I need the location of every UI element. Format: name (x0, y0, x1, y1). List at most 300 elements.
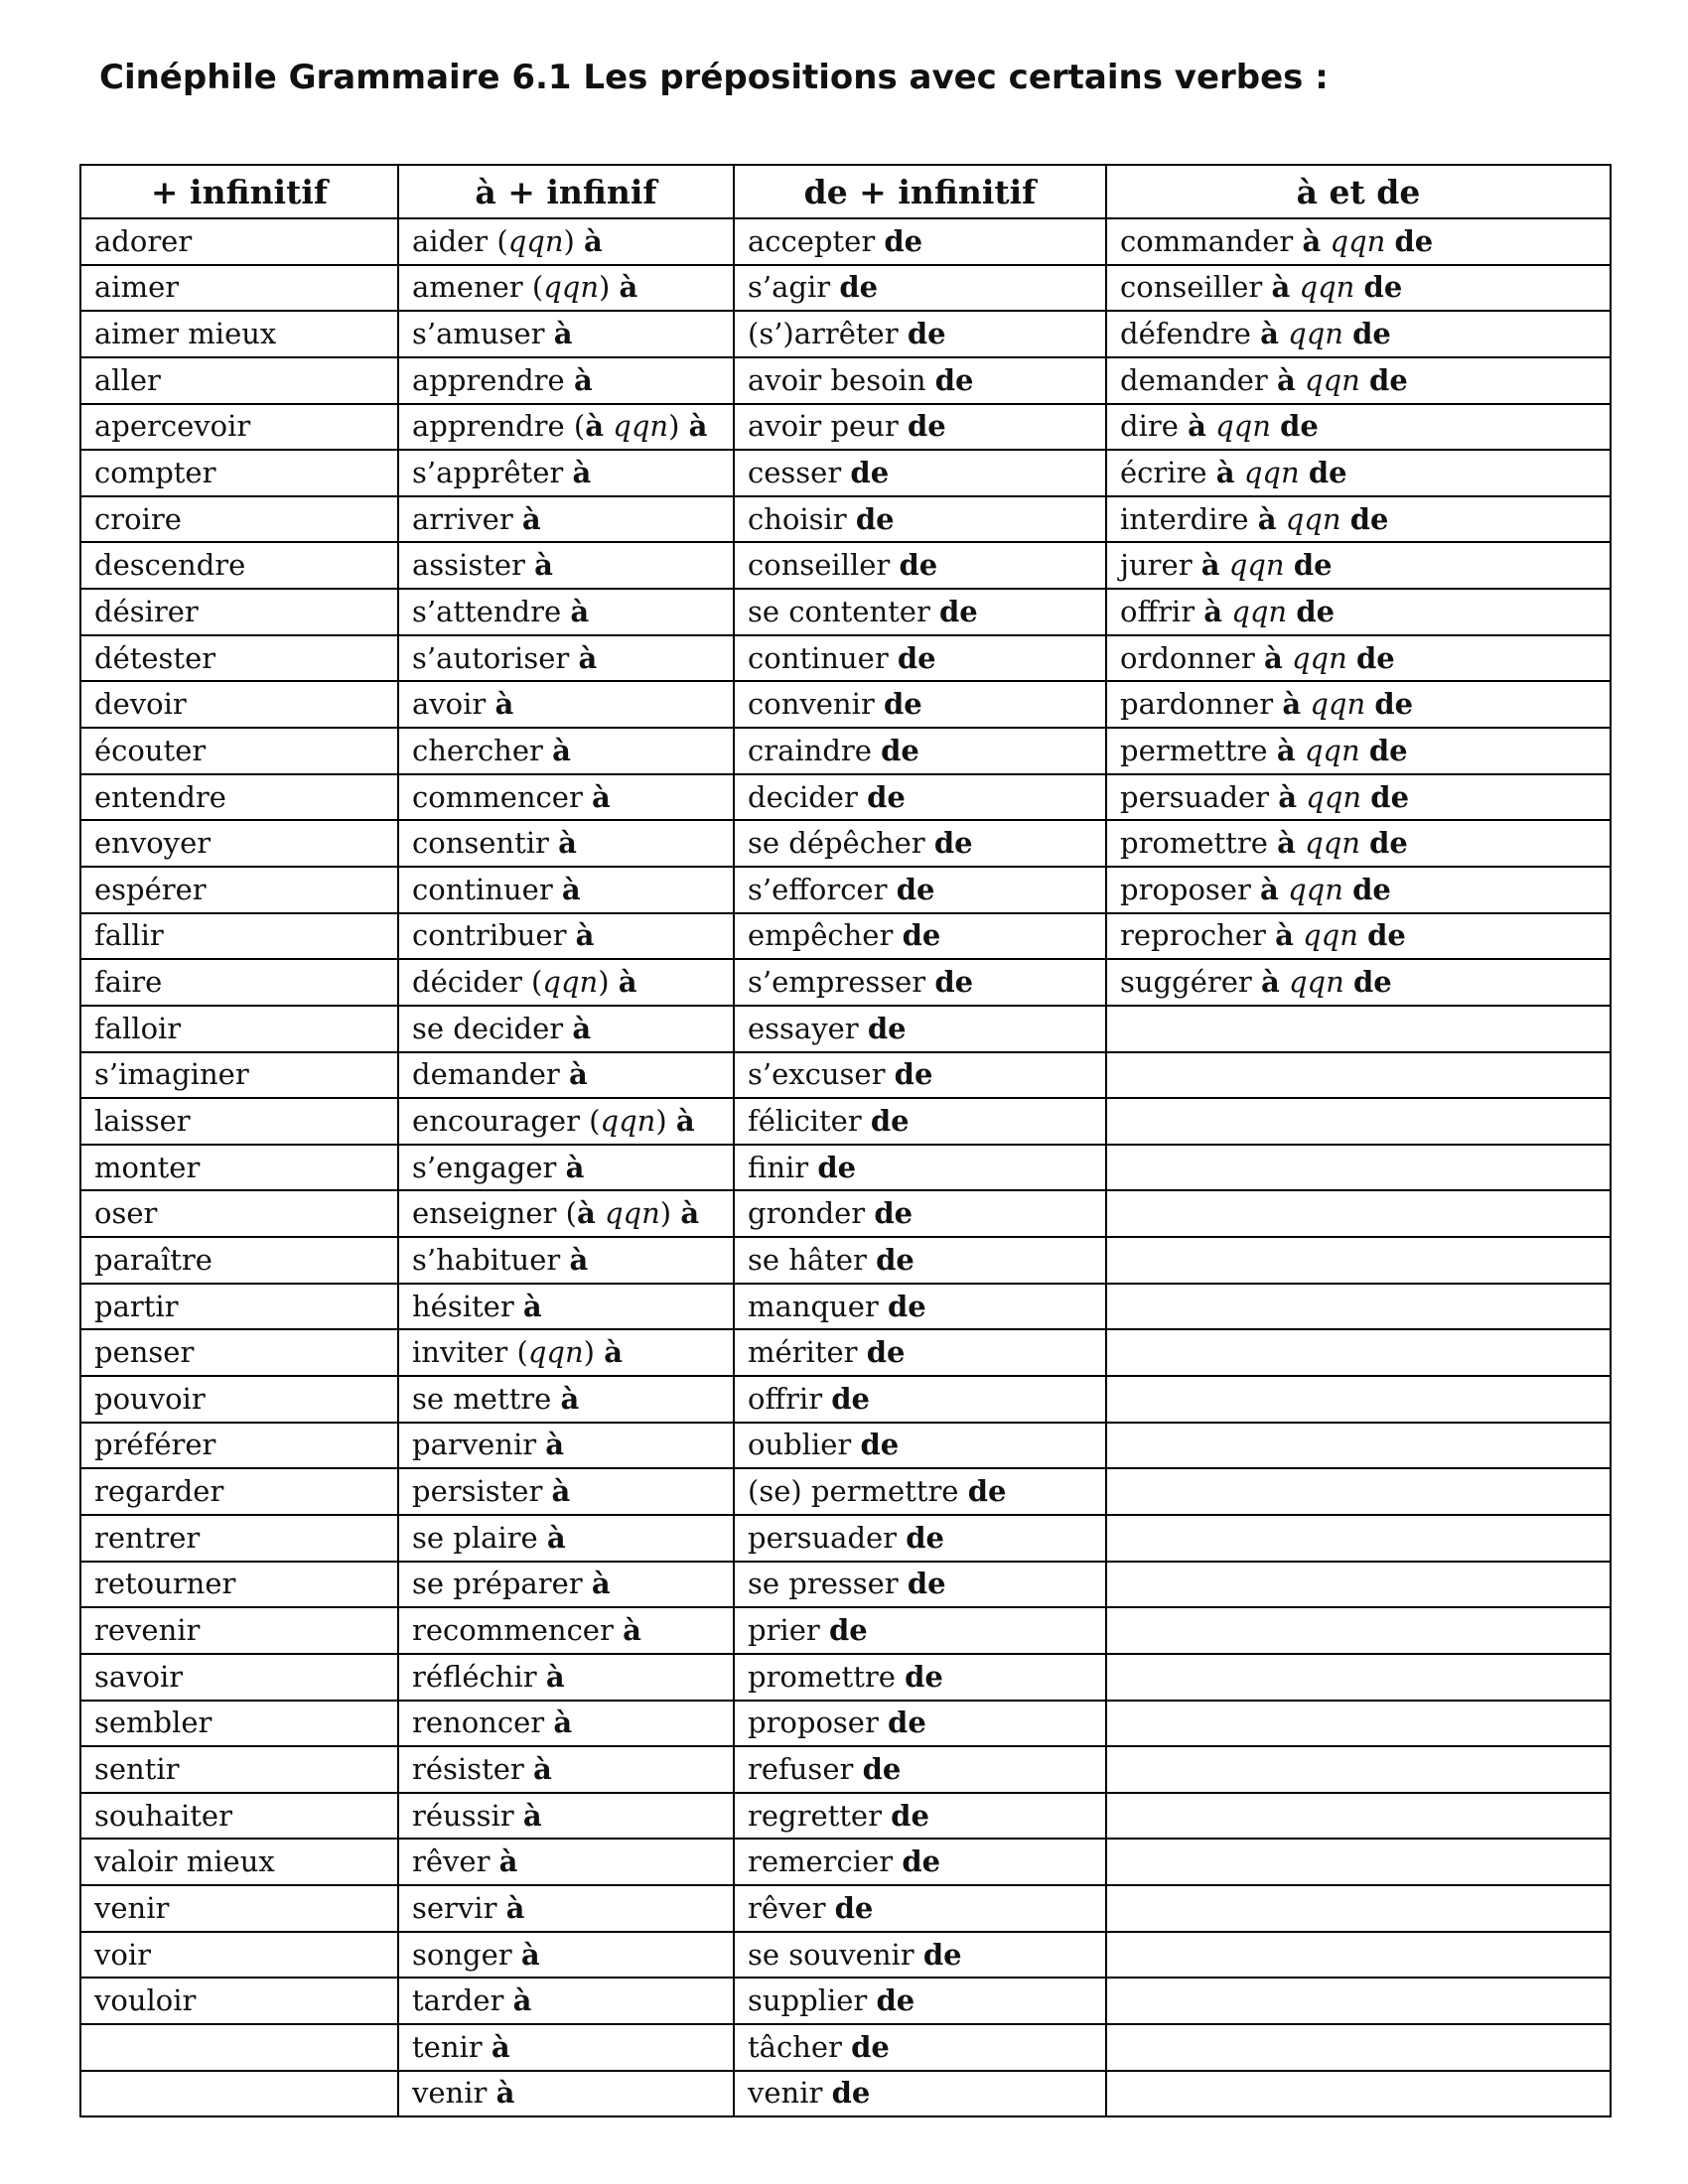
text-segment: à (1282, 687, 1302, 722)
cell-a-infinitif-column (398, 1885, 734, 1932)
text-segment: savoir (94, 1659, 184, 1694)
text-segment: pardonner (1120, 687, 1283, 722)
text-segment: à (512, 1983, 532, 2018)
text-segment: à (1302, 223, 1322, 258)
text-segment: qqn (613, 409, 669, 444)
text-segment: avoir besoin (748, 362, 935, 397)
cell-a-infinitif-column (398, 1562, 734, 1608)
table-header-row (80, 165, 1611, 218)
text-segment: qqn (527, 1335, 584, 1370)
text-segment: encourager ( (412, 1103, 601, 1138)
text-segment: à (675, 1103, 695, 1138)
text-segment: venir (94, 1890, 170, 1925)
cell-infinitif-column (80, 635, 398, 682)
table-row (80, 311, 1611, 357)
text-segment: refuser (748, 1751, 863, 1786)
cell-infinitif-column (80, 1978, 398, 2024)
table-row (80, 1932, 1611, 1979)
text-segment: s’engager (412, 1150, 566, 1184)
text-segment (1235, 456, 1244, 489)
table-row (80, 496, 1611, 543)
cell-a-et-de-column (1106, 496, 1611, 543)
text-segment: de (907, 409, 946, 444)
text-segment: de (907, 317, 946, 351)
cell-a-infinitif-column (398, 311, 734, 357)
table-row (80, 450, 1611, 496)
cell-de-infinitif-column (734, 2024, 1106, 2071)
text-segment (1360, 363, 1369, 397)
cell-de-infinitif-column (734, 1746, 1106, 1793)
cell-de-infinitif-column (734, 1978, 1106, 2024)
text-segment: réussir (412, 1798, 523, 1833)
text-segment: de (1369, 362, 1408, 397)
text-segment: promettre (748, 1659, 906, 1694)
text-segment: fallir (94, 918, 164, 953)
table-row (80, 1052, 1611, 1099)
text-segment: qqn (1231, 594, 1288, 628)
cell-infinitif-column (80, 357, 398, 404)
text-segment: regarder (94, 1474, 224, 1509)
text-segment: à (560, 1381, 580, 1416)
text-segment: devoir (94, 687, 187, 722)
cell-a-et-de-column (1106, 1145, 1611, 1191)
text-segment (1354, 270, 1363, 304)
cell-a-infinitif-column (398, 1793, 734, 1840)
text-segment: accepter (748, 223, 885, 258)
text-segment: commander (1120, 223, 1303, 258)
text-segment: avoir peur (748, 409, 908, 444)
text-segment (1343, 873, 1352, 906)
text-segment: empêcher (748, 918, 903, 953)
text-segment: apprendre (412, 362, 574, 397)
text-segment: s’excuser (748, 1057, 895, 1092)
cell-a-infinitif-column (398, 1932, 734, 1979)
text-segment: à (1296, 172, 1319, 211)
cell-infinitif-column (80, 2071, 398, 2117)
cell-a-et-de-column (1106, 1562, 1611, 1608)
cell-infinitif-column (80, 820, 398, 867)
text-segment: oublier (748, 1428, 861, 1462)
text-segment: s’autoriser (412, 640, 579, 675)
text-segment: à (1271, 270, 1291, 305)
cell-de-infinitif-column (734, 913, 1106, 960)
text-segment: à (584, 223, 603, 258)
cell-de-infinitif-column (734, 404, 1106, 451)
text-segment: sembler (94, 1706, 212, 1740)
cell-infinitif-column (80, 1052, 398, 1099)
text-segment: jurer (1120, 548, 1201, 583)
text-segment (1360, 734, 1369, 767)
text-segment: de (839, 270, 879, 305)
table-row (80, 2024, 1611, 2071)
text-segment: à (494, 687, 514, 722)
text-segment: de (906, 1520, 944, 1555)
cell-a-et-de-column (1106, 635, 1611, 682)
text-segment: à (522, 1289, 542, 1323)
table-row (80, 1098, 1611, 1145)
cell-de-infinitif-column (734, 959, 1106, 1006)
text-segment: se mettre (412, 1381, 561, 1416)
cell-a-infinitif-column (398, 959, 734, 1006)
text-segment: à (619, 270, 638, 305)
text-segment (1360, 826, 1369, 860)
text-segment: qqn (1305, 826, 1360, 861)
text-segment: mériter (748, 1335, 867, 1370)
text-segment: rentrer (94, 1520, 201, 1555)
text-segment: à + infinif (475, 172, 657, 211)
text-segment: revenir (94, 1613, 201, 1648)
text-segment: ordonner (1120, 640, 1264, 675)
cell-infinitif-column (80, 1793, 398, 1840)
text-segment: venir (412, 2076, 496, 2111)
cell-a-et-de-column (1106, 1190, 1611, 1237)
text-segment: à (604, 1335, 623, 1370)
text-segment: valoir mieux (94, 1844, 275, 1879)
text-segment: à (505, 1890, 525, 1925)
table-row (80, 913, 1611, 960)
text-segment: de (867, 1011, 907, 1045)
text-segment: de (1308, 456, 1347, 490)
text-segment: à (545, 1428, 565, 1462)
text-segment (1206, 409, 1215, 443)
table-row (80, 728, 1611, 774)
text-segment: qqn (1288, 317, 1343, 351)
text-segment: se hâter (748, 1242, 877, 1277)
text-segment: de (934, 965, 974, 1000)
text-segment: à (585, 409, 605, 444)
text-segment: ) (598, 965, 619, 1000)
cell-a-infinitif-column (398, 913, 734, 960)
cell-de-infinitif-column (734, 1468, 1106, 1515)
cell-infinitif-column (80, 1284, 398, 1330)
text-segment: inviter ( (412, 1335, 528, 1370)
text-segment: qqn (1299, 270, 1355, 305)
text-segment: de (1367, 918, 1406, 953)
text-segment: à (545, 1659, 565, 1694)
table-row (80, 1284, 1611, 1330)
text-segment: à (1203, 594, 1223, 628)
text-segment (1283, 641, 1292, 675)
text-segment: falloir (94, 1011, 182, 1045)
cell-a-infinitif-column (398, 1839, 734, 1885)
cell-a-et-de-column (1106, 774, 1611, 821)
text-segment: s’empresser (748, 965, 935, 1000)
text-segment: de (866, 1335, 906, 1370)
text-segment: de (907, 1567, 946, 1601)
text-segment: finir (748, 1150, 818, 1184)
text-segment: suggérer (1120, 965, 1261, 1000)
cell-a-infinitif-column (398, 218, 734, 265)
text-segment: de (1296, 594, 1336, 628)
text-segment: gronder (748, 1196, 875, 1231)
text-segment: interdire (1120, 501, 1258, 536)
text-segment: de (874, 1196, 914, 1231)
cell-a-infinitif-column (398, 1376, 734, 1423)
text-segment: monter (94, 1150, 201, 1184)
text-segment: apprendre ( (412, 409, 586, 444)
text-segment: de (828, 1613, 868, 1648)
text-segment: envoyer (94, 826, 211, 861)
text-segment: qqn (604, 1196, 660, 1231)
text-segment: parvenir (412, 1428, 546, 1462)
text-segment: de (902, 918, 941, 953)
cell-de-infinitif-column (734, 867, 1106, 913)
text-segment: espérer (94, 872, 207, 906)
text-segment: à (572, 456, 592, 490)
text-segment: permettre (1120, 733, 1277, 767)
text-segment: de (867, 779, 906, 814)
cell-de-infinitif-column (734, 1284, 1106, 1330)
text-segment: craindre (748, 733, 882, 767)
text-segment: à (576, 1196, 596, 1231)
text-segment: qqn (1305, 362, 1360, 397)
text-segment (1290, 270, 1299, 304)
cell-a-infinitif-column (398, 1329, 734, 1376)
text-segment: féliciter (748, 1103, 871, 1138)
cell-infinitif-column (80, 1376, 398, 1423)
cell-a-et-de-column (1106, 1376, 1611, 1423)
text-segment: de (831, 1381, 871, 1416)
cell-infinitif-column (80, 265, 398, 312)
cell-a-et-de-column (1106, 1793, 1611, 1840)
text-segment: convenir (748, 687, 884, 722)
text-segment: qqn (1291, 640, 1347, 675)
text-segment: s’amuser (412, 317, 554, 351)
text-segment: à (534, 548, 553, 583)
text-segment: tâcher (748, 2029, 852, 2064)
text-segment: contribuer (412, 918, 576, 953)
cell-a-et-de-column (1106, 1746, 1611, 1793)
table-row (80, 1190, 1611, 1237)
text-segment: de (1370, 779, 1410, 814)
text-segment: ) (599, 270, 620, 305)
cell-a-et-de-column (1106, 820, 1611, 867)
text-segment (1343, 317, 1352, 350)
text-segment: remercier (748, 1844, 903, 1879)
text-segment (1280, 965, 1289, 999)
text-segment: détester (94, 640, 216, 675)
text-segment (1296, 826, 1305, 860)
cell-de-infinitif-column (734, 1562, 1106, 1608)
text-segment (1296, 734, 1305, 767)
text-segment: de (905, 1659, 943, 1694)
cell-a-et-de-column (1106, 959, 1611, 1006)
text-segment: à (1188, 409, 1206, 444)
text-segment: qqn (1304, 733, 1360, 767)
text-segment: persister (412, 1474, 552, 1509)
text-segment: de (884, 223, 923, 258)
text-segment: apercevoir (94, 409, 251, 444)
text-segment: s’efforcer (748, 872, 897, 906)
text-segment: ) (583, 1335, 605, 1370)
cell-a-infinitif-column (398, 820, 734, 867)
text-segment: qqn (1288, 872, 1343, 906)
cell-a-infinitif-column (398, 1237, 734, 1284)
cell-de-infinitif-column (734, 1885, 1106, 1932)
cell-a-et-de-column (1106, 1284, 1611, 1330)
cell-infinitif-column (80, 1746, 398, 1793)
text-segment: retourner (94, 1567, 236, 1601)
text-segment: de (1368, 733, 1408, 767)
text-segment: continuer (748, 640, 898, 675)
cell-a-infinitif-column (398, 1190, 734, 1237)
text-segment (1279, 317, 1288, 350)
cell-a-infinitif-column (398, 1746, 734, 1793)
text-segment: aller (94, 362, 161, 397)
text-segment: à (569, 1057, 588, 1092)
cell-a-et-de-column (1106, 450, 1611, 496)
text-segment: promettre (1120, 826, 1278, 861)
table-row (80, 589, 1611, 635)
text-segment: descendre (94, 548, 246, 583)
text-segment: hésiter (412, 1289, 523, 1323)
table-row (80, 357, 1611, 404)
cell-infinitif-column (80, 1190, 398, 1237)
text-segment: de (855, 501, 895, 536)
text-segment (596, 1196, 605, 1230)
cell-a-infinitif-column (398, 265, 734, 312)
text-segment: servir (412, 1890, 506, 1925)
cell-a-et-de-column (1106, 311, 1611, 357)
text-segment: de (933, 826, 973, 861)
text-segment: + infinitif (150, 172, 329, 211)
text-segment: se presser (748, 1567, 908, 1601)
text-segment (1285, 548, 1294, 582)
cell-infinitif-column (80, 496, 398, 543)
text-segment: essayer (748, 1011, 868, 1045)
cell-de-infinitif-column (734, 357, 1106, 404)
text-segment: de (887, 1289, 926, 1323)
text-segment: et (1318, 172, 1377, 211)
text-segment: renoncer (412, 1706, 554, 1740)
text-segment: à (688, 409, 708, 444)
table-row (80, 1562, 1611, 1608)
text-segment: qqn (543, 270, 599, 305)
cell-de-infinitif-column (734, 774, 1106, 821)
text-segment: de (967, 1474, 1007, 1509)
text-segment: consentir (412, 826, 559, 861)
text-segment: à (521, 501, 541, 536)
cell-a-infinitif-column (398, 1701, 734, 1747)
text-segment (1347, 641, 1356, 675)
text-segment: s’habituer (412, 1242, 570, 1277)
text-segment: de (1363, 270, 1403, 305)
cell-a-infinitif-column (398, 2024, 734, 2071)
text-segment: de (902, 1844, 941, 1879)
cell-infinitif-column (80, 1562, 398, 1608)
text-segment: continuer (412, 872, 562, 906)
text-segment: à (553, 1706, 573, 1740)
cell-a-et-de-column (1106, 728, 1611, 774)
text-segment (1300, 456, 1309, 489)
text-segment: de (834, 1890, 874, 1925)
cell-a-infinitif-column (398, 357, 734, 404)
table-row (80, 1376, 1611, 1423)
text-segment (1341, 502, 1350, 536)
text-segment: demander (412, 1057, 569, 1092)
text-segment: à (561, 872, 581, 906)
cell-a-et-de-column (1106, 1423, 1611, 1469)
cell-infinitif-column (80, 542, 398, 589)
text-segment: à (1278, 779, 1298, 814)
text-segment: qqn (1215, 409, 1271, 444)
text-segment: tenir (412, 2029, 492, 2064)
table-row (80, 1978, 1611, 2024)
cell-a-et-de-column (1106, 913, 1611, 960)
text-segment: aider ( (412, 223, 508, 258)
text-segment (1321, 224, 1330, 258)
text-segment: regretter (748, 1798, 892, 1833)
table-row (80, 1145, 1611, 1191)
text-segment: à (1277, 362, 1296, 397)
cell-infinitif-column (80, 589, 398, 635)
text-segment: voir (94, 1937, 151, 1972)
text-segment: s’attendre (412, 594, 571, 628)
cell-infinitif-column (80, 1006, 398, 1052)
cell-a-infinitif-column (398, 1006, 734, 1052)
text-segment: à (1260, 317, 1279, 351)
cell-a-infinitif-column (398, 450, 734, 496)
cell-a-et-de-column (1106, 1885, 1611, 1932)
text-segment: s’apprêter (412, 456, 573, 490)
text-segment: de (891, 1798, 929, 1833)
table-row (80, 542, 1611, 589)
table-row (80, 218, 1611, 265)
cell-a-infinitif-column (398, 1515, 734, 1562)
header-a-infinitif-column (398, 165, 734, 218)
cell-infinitif-column (80, 404, 398, 451)
text-segment: à (553, 317, 573, 351)
cell-infinitif-column (80, 1237, 398, 1284)
text-segment: qqn (1330, 223, 1386, 258)
text-segment: de (1369, 826, 1408, 861)
cell-de-infinitif-column (734, 450, 1106, 496)
cell-a-infinitif-column (398, 496, 734, 543)
cell-infinitif-column (80, 311, 398, 357)
cell-a-et-de-column (1106, 542, 1611, 589)
text-segment: de (1374, 687, 1414, 722)
text-segment: prier (748, 1613, 829, 1648)
text-segment: à (491, 2029, 510, 2064)
table-row (80, 774, 1611, 821)
cell-de-infinitif-column (734, 1932, 1106, 1979)
text-segment: adorer (94, 223, 193, 258)
text-segment: à (1260, 965, 1280, 1000)
text-segment: à (520, 1937, 540, 1972)
text-segment: de (1349, 501, 1389, 536)
text-segment: supplier (748, 1983, 877, 2018)
text-segment: se préparer (412, 1567, 592, 1601)
table-row (80, 681, 1611, 728)
cell-a-et-de-column (1106, 1237, 1611, 1284)
text-segment: de (1352, 317, 1391, 351)
text-segment: offrir (1120, 594, 1204, 628)
text-segment: à (578, 640, 598, 675)
table-row (80, 1515, 1611, 1562)
cell-a-et-de-column (1106, 265, 1611, 312)
cell-infinitif-column (80, 2024, 398, 2071)
text-segment: de (881, 733, 919, 767)
table-row (80, 2071, 1611, 2117)
text-segment: désirer (94, 594, 199, 628)
table-row (80, 635, 1611, 682)
table-row (80, 1423, 1611, 1469)
text-segment (1220, 548, 1229, 582)
cell-a-infinitif-column (398, 867, 734, 913)
cell-de-infinitif-column (734, 1098, 1106, 1145)
table-row (80, 1746, 1611, 1793)
text-segment: rêver (748, 1890, 835, 1925)
